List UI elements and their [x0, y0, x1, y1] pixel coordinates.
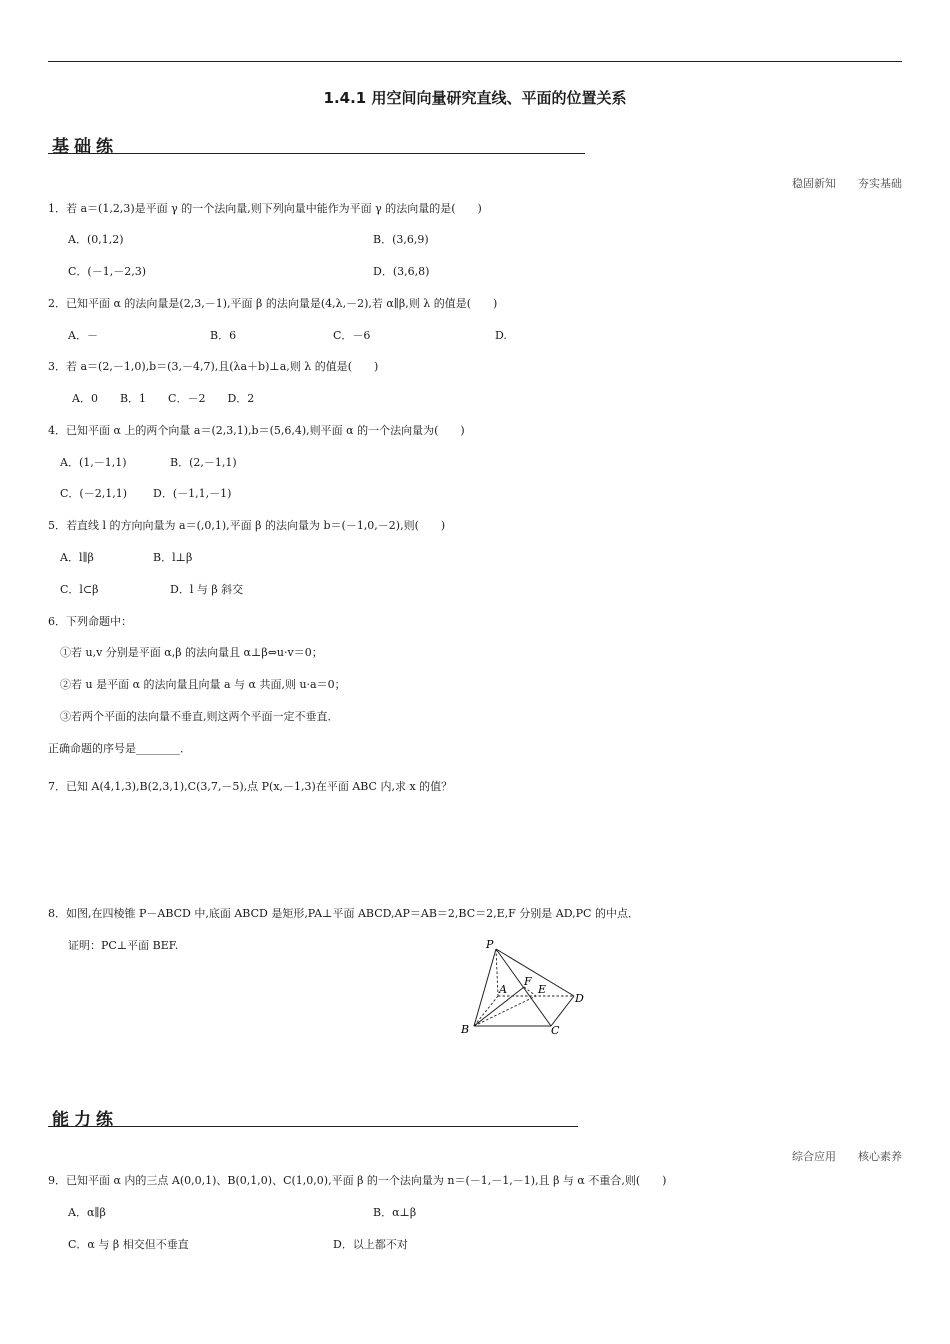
- question-8-stem: 8．如图,在四棱锥 P－ABCD 中,底面 ABCD 是矩形,PA⊥平面 ABCD,AP＝AB＝2,BC＝2,E,F 分别是 AD,PC 的中点．: [48, 907, 639, 920]
- tag-text: 核心素养: [858, 1150, 902, 1163]
- question-2-option-c: C．－6: [333, 329, 371, 342]
- question-7-stem: 7．已知 A(4,1,3),B(2,3,1),C(3,7,－5),点 P(x,－1,3)在平面 ABC 内,求 x 的值？: [48, 780, 453, 793]
- vertex-label-p: P: [486, 938, 494, 951]
- point-label-e: E: [538, 983, 547, 996]
- question-6-answer: 正确命题的序号是________．: [48, 742, 191, 755]
- segment-be-hidden: [474, 996, 536, 1026]
- question-2-option-b: B．6: [210, 329, 237, 342]
- question-2-stem: 2．已知平面 α 的法向量是(2,3,－1),平面 β 的法向量是(4,λ,－2),若 α∥β,则 λ 的值是( ): [48, 297, 498, 310]
- question-6-item-1: ①若 u,v 分别是平面 α,β 的法向量且 α⊥β⇔u·v＝0；: [60, 646, 323, 659]
- question-3-stem: 3．若 a＝(2,－1,0),b＝(3,－4,7),且(λa＋b)⊥a,则 λ 的值是( ): [48, 360, 379, 373]
- pyramid-figure: [455, 935, 590, 1040]
- question-4-option-c: C．(－2,1,1): [60, 487, 127, 500]
- question-1-option-c: C．(－1,－2,3): [68, 265, 146, 278]
- question-3-options: A．0 B．1 C．－2 D．2: [72, 392, 255, 405]
- question-6-item-3: ③若两个平面的法向量不垂直,则这两个平面一定不垂直．: [60, 710, 339, 723]
- question-4-option-a: A．(1,－1,1): [60, 456, 127, 469]
- question-1-option-b: B．(3,6,9): [373, 233, 429, 246]
- question-1-option-a: A．(0,1,2): [68, 233, 124, 246]
- question-4-option-b: B．(2,－1,1): [170, 456, 237, 469]
- question-8-prove: 证明：PC⊥平面 BEF.: [68, 939, 179, 952]
- question-9-option-c: C．α 与 β 相交但不垂直: [68, 1238, 189, 1251]
- section-tag-basic: [792, 175, 902, 191]
- vertex-label-b: B: [461, 1023, 470, 1036]
- question-5-stem: 5．若直线 l 的方向向量为 a＝(,0,1),平面 β 的法向量为 b＝(－1,0,－2),则( ): [48, 519, 446, 532]
- question-5-option-a: A．l∥β: [60, 551, 94, 564]
- tag-text: 稳固新知: [792, 177, 836, 190]
- question-5-option-c: C．l⊂β: [60, 583, 99, 596]
- vertex-label-a: A: [499, 983, 507, 996]
- question-1-option-d: D．(3,6,8): [373, 265, 430, 278]
- vertex-label-d: D: [575, 992, 584, 1005]
- edge-pd: [496, 949, 574, 996]
- top-rule: [48, 61, 902, 62]
- question-9-option-a: A．α∥β: [68, 1206, 106, 1219]
- section-rule-ability: [48, 1126, 578, 1127]
- question-9-stem: 9．已知平面 α 内的三点 A(0,0,1)、B(0,1,0)、C(1,0,0),平面 β 的一个法向量为 n＝(－1,－1,－1),且 β 与 α 不重合,则( ): [48, 1174, 667, 1187]
- question-9-option-d: D．以上都不对: [333, 1238, 408, 1251]
- edge-ab-hidden: [474, 996, 498, 1026]
- question-1-stem: 1．若 a＝(1,2,3)是平面 γ 的一个法向量,则下列向量中能作为平面 γ 的法向量的是( ): [48, 202, 482, 215]
- tag-text: 夯实基础: [858, 177, 902, 190]
- point-label-f: F: [524, 975, 532, 988]
- question-4-option-d: D．(－1,1,－1): [153, 487, 232, 500]
- section-heading-basic: 基础练: [52, 137, 118, 157]
- question-6-stem: 6．下列命题中：: [48, 615, 132, 628]
- vertex-label-c: C: [551, 1024, 560, 1037]
- edge-pa-hidden: [496, 949, 498, 996]
- section-tag-ability: [792, 1148, 902, 1164]
- page-title: 1.4.1 用空间向量研究直线、平面的位置关系: [323, 89, 627, 107]
- question-4-stem: 4．已知平面 α 上的两个向量 a＝(2,3,1),b＝(5,6,4),则平面 α 的一个法向量为( ): [48, 424, 465, 437]
- edge-pb: [474, 949, 496, 1026]
- tag-text: 综合应用: [792, 1150, 836, 1163]
- edge-cd: [551, 996, 574, 1026]
- question-6-item-2: ②若 u 是平面 α 的法向量且向量 a 与 α 共面,则 u·a＝0；: [60, 678, 346, 691]
- question-2-option-d: D.: [495, 329, 507, 342]
- question-5-option-b: B．l⊥β: [153, 551, 193, 564]
- question-2-option-a: A．－: [68, 329, 98, 342]
- section-heading-ability: 能力练: [52, 1110, 118, 1130]
- section-rule-basic: [48, 153, 585, 154]
- question-9-option-b: B．α⊥β: [373, 1206, 417, 1219]
- question-5-option-d: D．l 与 β 斜交: [170, 583, 244, 596]
